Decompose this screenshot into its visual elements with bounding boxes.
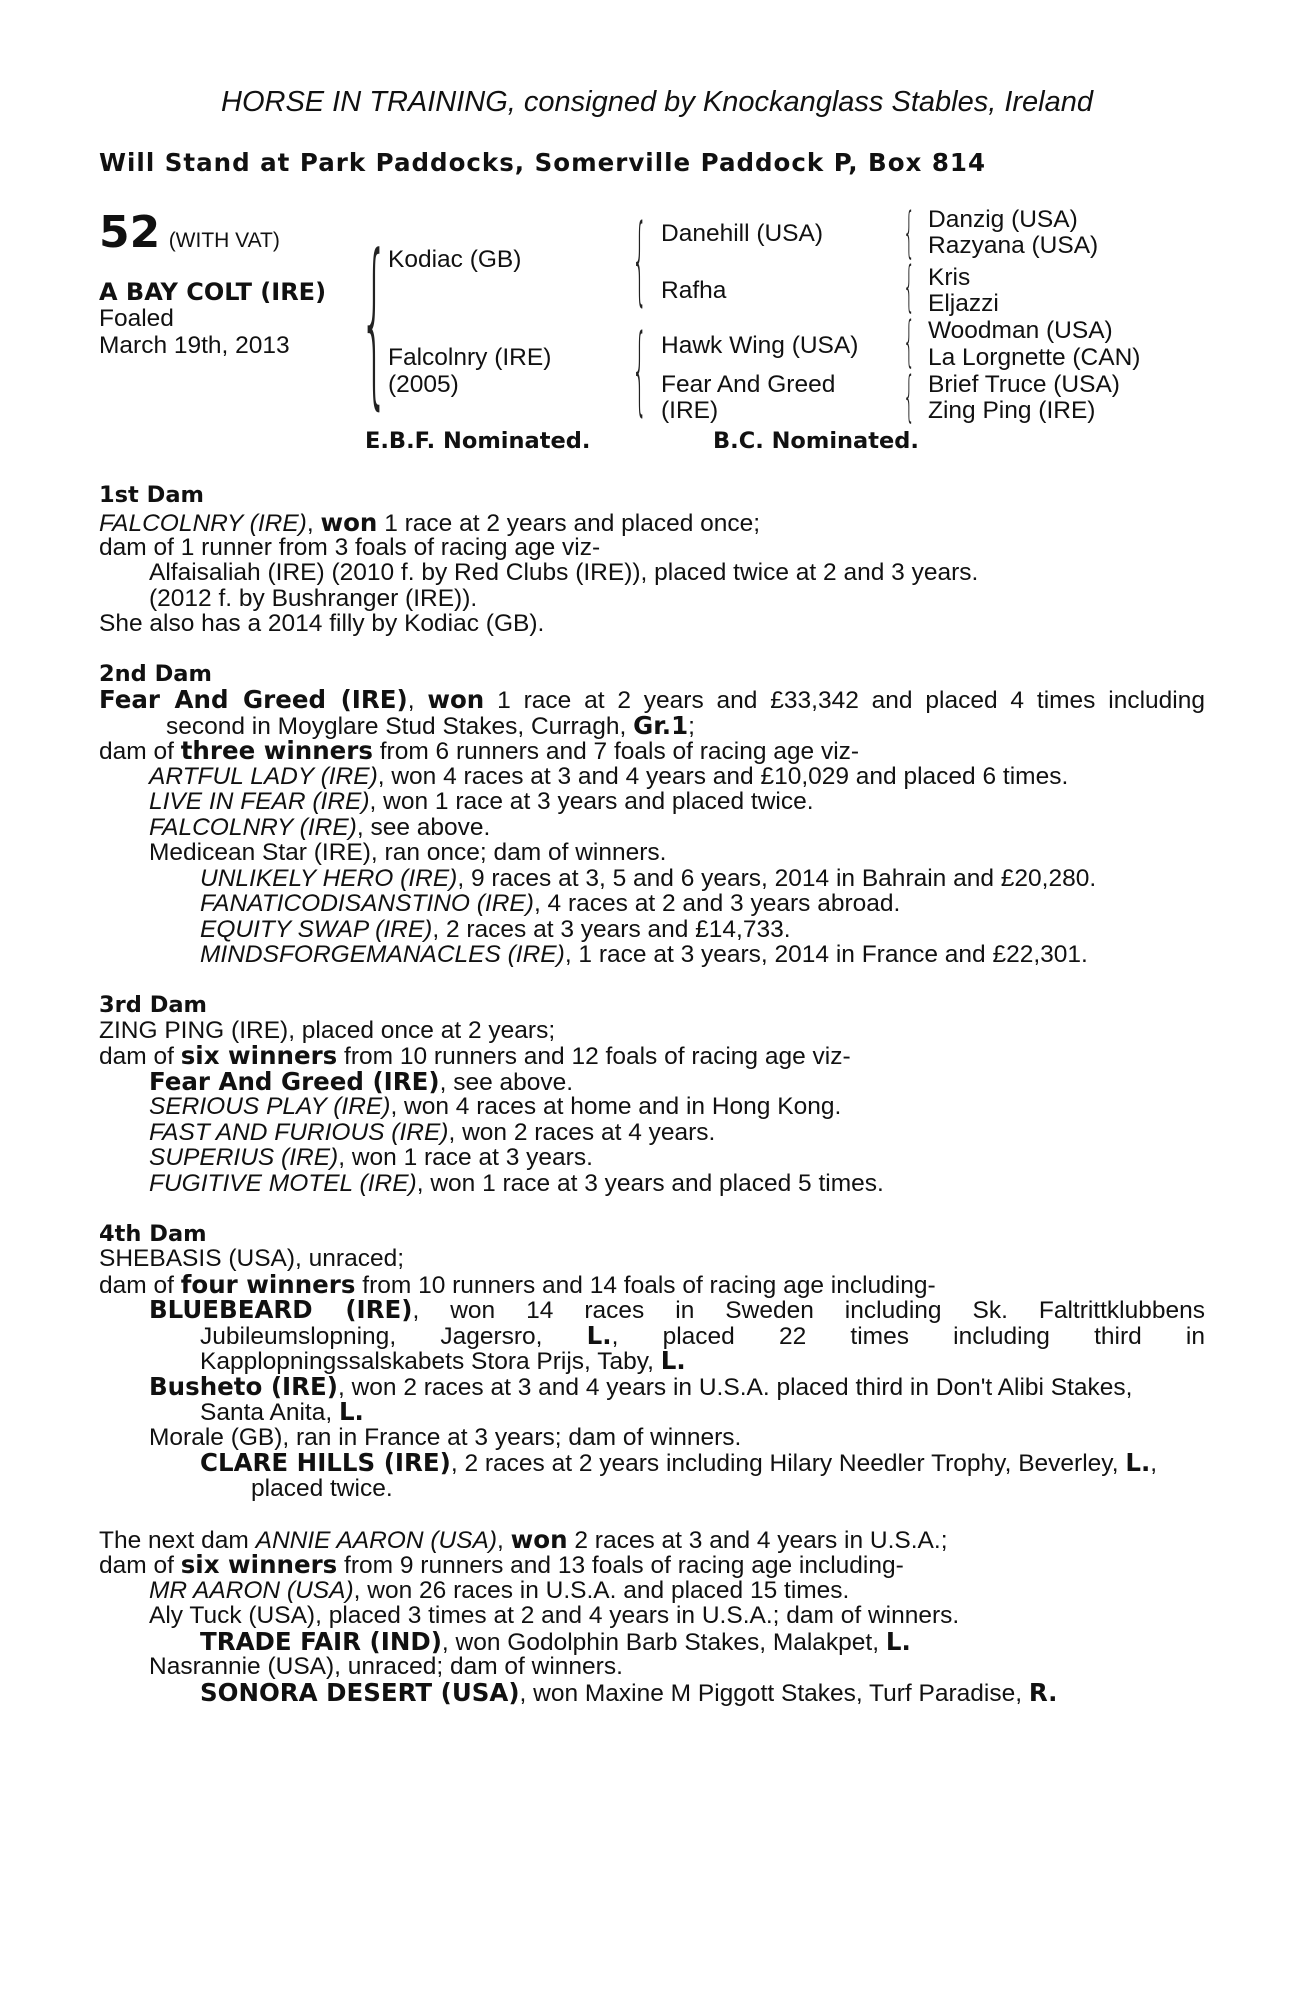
sire: Kodiac (GB)	[388, 246, 522, 273]
dam-dam-country: (IRE)	[661, 397, 719, 424]
dam: Falcolnry (IRE)	[388, 344, 552, 371]
dam1-heading: 1st Dam	[99, 482, 204, 508]
dam3-line: FAST AND FURIOUS (IRE), won 2 races at 4 years.	[149, 1119, 716, 1146]
dam4-line: Morale (GB), ran in France at 3 years; dam of winners.	[149, 1424, 742, 1451]
dam1-line: dam of 1 runner from 3 foals of racing age viz-	[99, 534, 601, 561]
foaled-label: Foaled	[99, 305, 174, 332]
dam4-line: dam of four winners from 10 runners and 14 foals of racing age including-	[99, 1270, 936, 1299]
dam-dam: Fear And Greed	[661, 371, 836, 398]
ebf-nominated: E.B.F. Nominated.	[365, 428, 591, 454]
pedigree-brace-sire-dam: {	[360, 217, 389, 426]
dam3-heading: 3rd Dam	[99, 992, 207, 1018]
next-dam-line: TRADE FAIR (IND), won Godolphin Barb Stakes, Malakpet, L.	[200, 1627, 911, 1656]
stand-location: Will Stand at Park Paddocks, Somerville Paddock P, Box 814	[99, 148, 987, 177]
dam2-line: Medicean Star (IRE), ran once; dam of winners.	[149, 839, 667, 866]
foaled-date: March 19th, 2013	[99, 332, 290, 359]
dam4-line: Jubileumslopning, Jagersro, L., placed 22 times including third in	[200, 1321, 1205, 1350]
ddd: Zing Ping (IRE)	[928, 397, 1096, 424]
dam4-line: placed twice.	[251, 1475, 393, 1502]
dam4-line: SHEBASIS (USA), unraced;	[99, 1245, 405, 1272]
next-dam-line: The next dam ANNIE AARON (USA), won 2 races at 3 and 4 years in U.S.A.;	[99, 1525, 948, 1554]
dds: Brief Truce (USA)	[928, 371, 1120, 398]
dam3-line: dam of six winners from 10 runners and 12 foals of racing age viz-	[99, 1041, 851, 1070]
dam2-line: LIVE IN FEAR (IRE), won 1 race at 3 years and placed twice.	[149, 788, 814, 815]
dam4-line: CLARE HILLS (IRE), 2 races at 2 years including Hilary Needler Trophy, Beverley, L.,	[200, 1448, 1158, 1477]
next-dam-line: Nasrannie (USA), unraced; dam of winners.	[149, 1653, 623, 1680]
sdd: Eljazzi	[928, 290, 999, 317]
dam3-line: SUPERIUS (IRE), won 1 race at 3 years.	[149, 1144, 593, 1171]
dam2-line: EQUITY SWAP (IRE), 2 races at 3 years and £14,733.	[200, 916, 791, 943]
dam2-heading: 2nd Dam	[99, 661, 212, 687]
sds: Kris	[928, 264, 971, 291]
dam1-line: Alfaisaliah (IRE) (2010 f. by Red Clubs (IRE)), placed twice at 2 and 3 years.	[149, 559, 979, 586]
sss: Danzig (USA)	[928, 206, 1078, 233]
dam4-line: Santa Anita, L.	[200, 1397, 364, 1426]
dam4-line: BLUEBEARD (IRE), won 14 races in Sweden including Sk. Faltrittklubbens	[149, 1295, 1205, 1324]
dam2-line: ARTFUL LADY (IRE), won 4 races at 3 and 4 years and £10,029 and placed 6 times.	[149, 763, 1069, 790]
pedigree-brace-sire: {	[632, 204, 648, 316]
ssd: Razyana (USA)	[928, 232, 1099, 259]
dam1-line: FALCOLNRY (IRE), won 1 race at 2 years and placed once;	[99, 508, 761, 537]
dam3-line: FUGITIVE MOTEL (IRE), won 1 race at 3 years and placed 5 times.	[149, 1170, 884, 1197]
sire-dam: Rafha	[661, 277, 727, 304]
dam-year: (2005)	[388, 371, 459, 398]
dam4-line: Kapplopningssalskabets Stora Prijs, Taby, L.	[200, 1346, 686, 1375]
dam3-line: Fear And Greed (IRE), see above.	[149, 1067, 574, 1096]
next-dam-line: MR AARON (USA), won 26 races in U.S.A. and placed 15 times.	[149, 1577, 850, 1604]
lot-number: 52	[99, 207, 161, 258]
vat-note: (WITH VAT)	[168, 229, 280, 252]
dam4-line: Busheto (IRE), won 2 races at 3 and 4 years in U.S.A. placed third in Don't Alibi Stakes,	[149, 1372, 1133, 1401]
dam-sire: Hawk Wing (USA)	[661, 332, 859, 359]
brace-rafha: {	[903, 255, 916, 318]
dam1-line: (2012 f. by Bushranger (IRE)).	[149, 585, 478, 612]
catalogue-title: HORSE IN TRAINING, consigned by Knockanglass Stables, Ireland	[221, 86, 1093, 118]
next-dam-line: SONORA DESERT (USA), won Maxine M Piggott Stakes, Turf Paradise, R.	[200, 1678, 1058, 1707]
pedigree-brace-dam: {	[632, 314, 648, 426]
dam2-line: Fear And Greed (IRE), won 1 race at 2 years and £33,342 and placed 4 times including	[99, 685, 1205, 714]
dam4-heading: 4th Dam	[99, 1221, 207, 1247]
dam2-line: UNLIKELY HERO (IRE), 9 races at 3, 5 and 6 years, 2014 in Bahrain and £20,280.	[200, 865, 1097, 892]
dam2-line: dam of three winners from 6 runners and 7 foals of racing age viz-	[99, 736, 860, 765]
dam2-line: second in Moyglare Stud Stakes, Curragh, Gr.1;	[166, 711, 695, 740]
brace-hawk-wing: {	[903, 310, 916, 373]
dsd: La Lorgnette (CAN)	[928, 344, 1141, 371]
next-dam-line: Aly Tuck (USA), placed 3 times at 2 and 4 years in U.S.A.; dam of winners.	[149, 1602, 960, 1629]
brace-danehill: {	[903, 201, 916, 264]
dam1-line: She also has a 2014 filly by Kodiac (GB).	[99, 610, 545, 637]
dam3-line: SERIOUS PLAY (IRE), won 4 races at home and in Hong Kong.	[149, 1093, 842, 1120]
sire-sire: Danehill (USA)	[661, 220, 824, 247]
horse-name: A BAY COLT (IRE)	[99, 278, 327, 306]
next-dam-line: dam of six winners from 9 runners and 13 foals of racing age including-	[99, 1550, 904, 1579]
bc-nominated: B.C. Nominated.	[713, 428, 919, 454]
dam2-line: FALCOLNRY (IRE), see above.	[149, 814, 491, 841]
lot-number-line	[99, 207, 280, 258]
dam2-line: FANATICODISANSTINO (IRE), 4 races at 2 and 3 years abroad.	[200, 890, 901, 917]
dss: Woodman (USA)	[928, 317, 1113, 344]
dam3-line: ZING PING (IRE), placed once at 2 years;	[99, 1017, 556, 1044]
brace-fear-and-greed: {	[903, 365, 916, 428]
dam2-line: MINDSFORGEMANACLES (IRE), 1 race at 3 years, 2014 in France and £22,301.	[200, 941, 1088, 968]
